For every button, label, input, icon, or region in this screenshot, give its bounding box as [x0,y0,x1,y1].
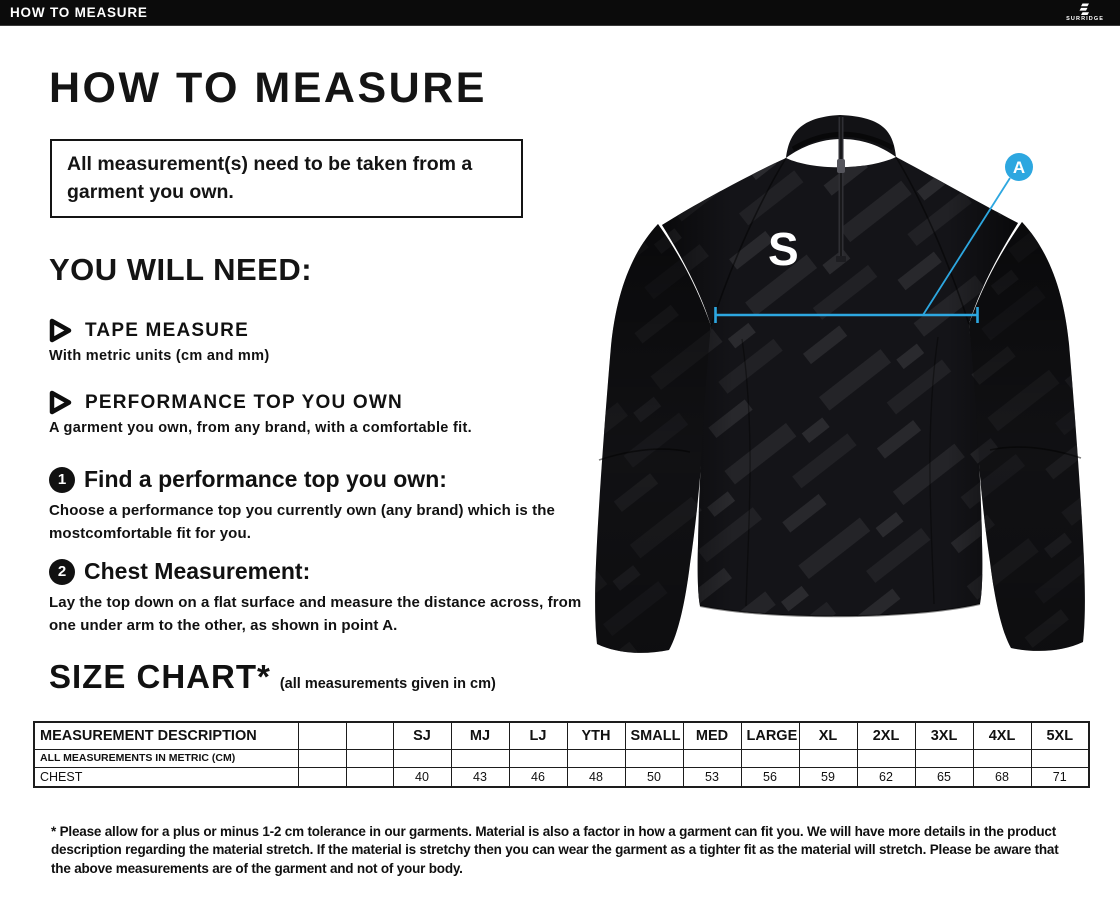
table-cell: 62 [857,767,915,787]
topbar-title: HOW TO MEASURE [10,5,148,20]
header-cell [298,722,346,749]
header-cell: MJ [451,722,509,749]
garment-illustration [590,103,1090,665]
table-cell [346,767,393,787]
size-chart-heading [49,658,496,696]
step-1 [49,466,594,545]
you-will-need-heading: YOU WILL NEED: [49,252,313,287]
topbar [0,0,1120,26]
header-cell: XL [799,722,857,749]
table-cell [509,749,567,767]
table-cell [451,749,509,767]
table-cell: 40 [393,767,451,787]
need-item-title: TAPE MEASURE [85,319,249,341]
row-label: CHEST [34,767,298,787]
need-item-title: PERFORMANCE TOP YOU OWN [85,391,403,413]
tolerance-footnote: * Please allow for a plus or minus 1-2 cm tolerance in our garments. Material is also a factor in how a garment can fit you. We will have more details in the product description regarding the material stretch. If the material is stretchy then you can wear the garment as a tighter fit as the material will stretch. Please be aware that the above measurements are of the garment and not of your body. [51,823,1059,877]
table-cell: 56 [741,767,799,787]
play-triangle-icon [49,390,72,415]
surridge-logo [1066,3,1104,23]
table-cell: 53 [683,767,741,787]
table-cell: 50 [625,767,683,787]
table-cell [683,749,741,767]
table-cell: 71 [1031,767,1089,787]
step-number-badge: 2 [49,559,75,585]
table-cell [625,749,683,767]
table-cell [346,749,393,767]
table-cell: 65 [915,767,973,787]
header-cell: LJ [509,722,567,749]
chest-logo: S [768,223,799,275]
header-cell: YTH [567,722,625,749]
table-cell [741,749,799,767]
table-cell [298,749,346,767]
header-cell: LARGE [741,722,799,749]
surridge-wordmark: SURRIDGE [1066,15,1104,22]
step-description: Choose a performance top you currently own (any brand) which is the mostcomfortable fit for you. [49,502,555,542]
play-triangle-icon [49,318,72,343]
header-cell: 5XL [1031,722,1089,749]
page-title: HOW TO MEASURE [49,64,487,112]
table-cell: 43 [451,767,509,787]
step-number-badge: 1 [49,467,75,493]
header-cell: 4XL [973,722,1031,749]
table-cell: 46 [509,767,567,787]
header-cell: 2XL [857,722,915,749]
table-cell [915,749,973,767]
garment-right-sleeve [969,222,1085,651]
size-chart-subtitle: (all measurements given in cm) [279,676,496,692]
step-2 [49,558,594,637]
table-cell [567,749,625,767]
table-cell [393,749,451,767]
header-cell: SJ [393,722,451,749]
table-cell [1031,749,1089,767]
header-cell [346,722,393,749]
need-item-description: With metric units (cm and mm) [49,348,270,364]
surridge-s-icon [1078,3,1092,16]
table-cell: 59 [799,767,857,787]
table-row-metric-note [34,749,1089,767]
step-title: Find a performance top you own: [84,466,447,492]
size-chart-header-row [34,722,1089,749]
table-cell [857,749,915,767]
header-cell: 3XL [915,722,973,749]
header-cell: MED [683,722,741,749]
header-cell: MEASUREMENT DESCRIPTION [34,722,298,749]
need-item-tape-measure [49,318,269,364]
table-cell [799,749,857,767]
table-row-chest [34,767,1089,787]
table-cell: 48 [567,767,625,787]
size-chart-title: SIZE CHART* [49,658,271,695]
step-description: Lay the top down on a flat surface and measure the distance across, from one under arm to the other, as shown in point A. [49,594,582,634]
table-cell [973,749,1031,767]
size-chart-table [33,721,1090,788]
need-item-performance-top [49,390,472,436]
table-cell: 68 [973,767,1031,787]
need-item-description: A garment you own, from any brand, with a comfortable fit. [49,420,472,436]
garment-photo [590,103,1090,665]
table-cell [298,767,346,787]
notice-box: All measurement(s) need to be taken from a garment you own. [50,139,523,218]
step-title: Chest Measurement: [84,558,311,584]
point-a-label: A [1012,158,1026,177]
row-label: ALL MEASUREMENTS IN METRIC (CM) [34,749,298,767]
header-cell: SMALL [625,722,683,749]
garment-left-sleeve [595,224,711,653]
